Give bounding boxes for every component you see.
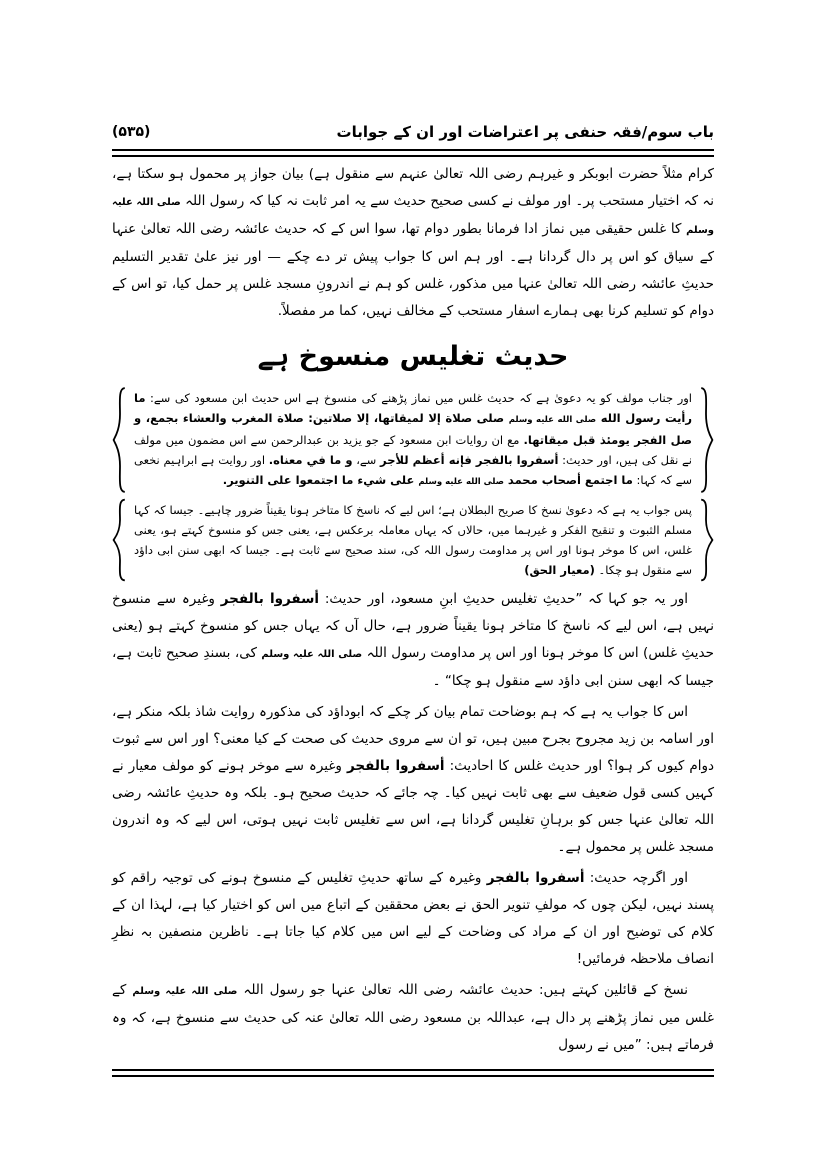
paragraph: اور اگرچہ حدیث: أسفروا بالفجر وغیرہ کے ساتھ حدیثِ تغلیس کے منسوخ ہونے کی توجیہ راقم کو پسند نہیں، لیکن چوں کہ مولفِ تنویر الحق نے بعض محققین کے اتباع میں اس کو اختیار کیا ہے، لہذا ان کے کلام کی توضیح اور ان کے مراد کی وضاحت کے لیے اس میں کلام کیا جاتا ہے۔ ناظرین منصفین بہ نظرِ انصاف ملاحظہ فرمائیں!	[112, 869, 714, 967]
running-head	[112, 122, 714, 143]
left-brace-icon	[112, 386, 128, 494]
body-text	[112, 161, 714, 1059]
section-heading: حدیث تغلیس منسوخ ہے	[257, 341, 569, 372]
right-brace-icon	[698, 386, 714, 494]
hadith-quote-block-1	[112, 386, 714, 494]
paragraph: اور یہ جو کہا کہ ”حدیثِ تغلیس حدیثِ ابنِ مسعود، اور حدیث: أسفروا بالفجر وغیرہ سے منسوخ نہیں ہے، اس لیے کہ ناسخ کا متاخر ہونا یقیناً ضرور ہے، حال آں کہ یہاں جس کو منسوخ کہتے ہو (یعنی حدیثِ غلس) اس کا موخر ہونا اور اس پر مداومت رسول اللہ صلی اللہ علیہ وسلم کی، بسندِ صحیح ثابت ہے، جیسا کہ ابھی سنن ابی داؤد سے منقول ہو چکا“ ۔	[112, 590, 714, 689]
paragraph: کرام مثلاً حضرت ابوبکر و غیرہم رضی اللہ تعالیٰ عنہم سے منقول ہے) بیان جواز پر محمول ہو سکتا ہے، نہ کہ اختیار مستحب پر۔ اور مولف نے کسی صحیح حدیث سے یہ امر ثابت نہ کیا کہ رسول اللہ صلی اللہ علیہ وسلم کا غلس حقیقی میں نماز ادا فرمانا بطور دوام تھا، سوا اس کے کہ حدیث عائشہ رضی اللہ تعالیٰ عنہا کے سیاق کو اس پر دال گردانا ہے۔ اور ہم اس کا جواب پیش تر دے چکے — اور نیز علیٰ تقدیر التسلیم حدیثِ عائشہ رضی اللہ تعالیٰ عنہا میں مذکور، غلس کو ہم نے اندرونِ مسجد غلس پر حمل کیا، تو اس کے دوام کو تسلیم کرنا بھی ہمارے اسفار مستحب کے مخالف نہیں، کما مر مفصلاً.	[112, 166, 715, 319]
paragraph: اس کا جواب یہ ہے کہ ہم بوضاحت تمام بیان کر چکے کہ ابوداؤد کی مذکورہ روایت شاذ بلکہ منکر ہے، اور اسامہ بن زید مجروح بجرح مبین ہیں، تو ان سے مروی حدیث کی صحت کے کیا معنی؟ اور اس سے ثبوت دوام کیوں کر ہوا؟ اور حدیث غلس کا احادیث: أسفروا بالفجر وغیرہ سے موخر ہونے کو مولف معیار نے کہیں کسی قول ضعیف سے بھی ثابت نہیں کیا۔ چہ جائے کہ حدیث صحیح ہو۔ بلکہ وہ حدیثِ عائشہ رضی اللہ تعالیٰ عنہا جس کو برہانِ تغلیس گردانا ہے، اس سے تغلیس ثابت نہیں ہوتی، اس لیے کہ وہ اندرون مسجد غلس پر محمول ہے۔	[112, 703, 714, 855]
page-number: (۵۳۵)	[112, 124, 151, 141]
header-double-rule	[112, 149, 714, 157]
left-brace-icon	[112, 498, 128, 582]
quoted-objection-text: اور جناب مولف کو یہ دعویٰ ہے کہ حدیث غلس میں نماز پڑھنے کی منسوخ ہے اس حدیث ابن مسعود کی سے: ما رأيت رسول الله صلى الله عليه وسلم صلى صلاة إلا لميقاتها، إلا صلاتين: صلاة المغرب والعشاء بجمع، و صل الفجر يومئذ قبل ميقاتها. مع ان روایات ابن مسعود کے جو یزید بن عبدالرحمن سے اس مضمون میں مولف نے نقل کی ہیں، اور حدیث: أسفروا بالفجر فإنه أعظم للأجر سے، و ما في معناه. اور روایت ہے ابراہیم نخعی سے کہ کہا: ما اجتمع أصحاب محمد صلى الله عليه وسلم على شيء ما اجتمعوا على التنوير.	[134, 390, 693, 487]
chapter-title: باب سوم/فقہ حنفی پر اعتراضات اور ان کے جوابات	[336, 123, 714, 141]
hadith-quote-block-2	[112, 498, 714, 582]
footer-double-rule	[112, 1069, 714, 1077]
paragraph: نسخ کے قائلین کہتے ہیں: حدیث عائشہ رضی اللہ تعالیٰ عنہا جو رسول اللہ صلی اللہ علیہ وسلم کے غلس میں نماز پڑھنے پر دال ہے، عبداللہ بن مسعود رضی اللہ تعالیٰ عنہ کی حدیث سے منسوخ ہے، کہ وہ فرماتے ہیں: ”میں نے رسول	[112, 981, 714, 1053]
right-brace-icon	[698, 498, 714, 582]
quoted-answer-text: پس جواب یہ ہے کہ دعویٰ نسخ کا صریح البطلان ہے؛ اس لیے کہ ناسخ کا متاخر ہونا یقیناً ضرور چاہیے۔ جیسا کہ کہا مسلم الثبوت و تنقیح الفکر و غیرہما میں، حالاں کہ یہاں معاملہ برعکس ہے، یعنی جس کو منسوخ کہتے ہو، یعنی غلس، اس کا موخر ہونا اور اس پر مداومت رسول اللہ کی، سند صحیح سے ثابت ہے۔ جیسا کہ ابھی سنن ابی داؤد سے منقول ہو چکا۔ (معیار الحق)	[134, 502, 692, 577]
